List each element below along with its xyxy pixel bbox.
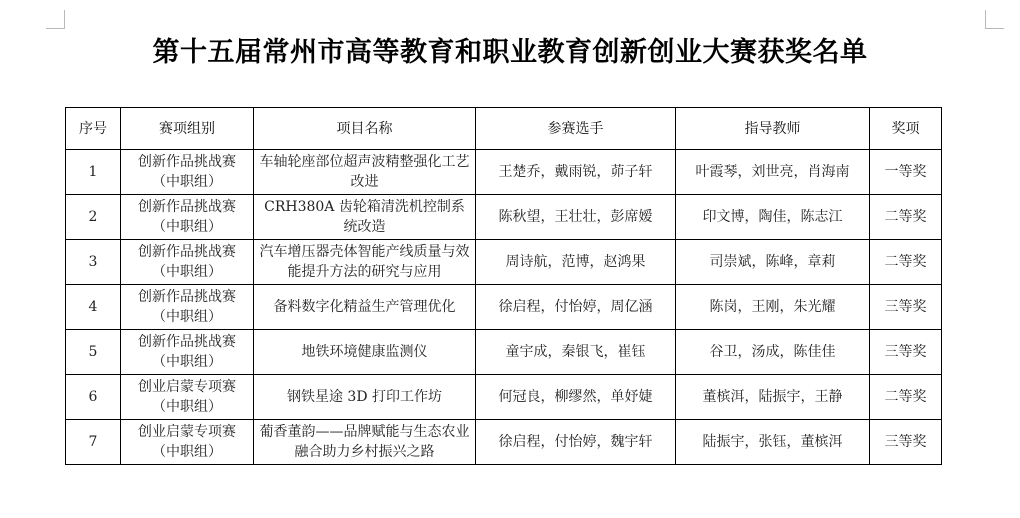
- header-teachers: 指导教师: [676, 108, 870, 150]
- cell-group: [121, 375, 254, 420]
- project-name: CRH380A 齿轮箱清洗机控制系统改造: [264, 199, 465, 235]
- cell-group: [121, 240, 254, 285]
- table-row: [66, 285, 942, 330]
- cell-teachers: 谷卫，汤成，陈佳佳: [676, 330, 870, 375]
- project-name: 车轴轮座部位超声波精整强化工艺改进: [259, 154, 470, 190]
- cell-students: 徐启程，付怡婷，周亿涵: [476, 285, 676, 330]
- cell-award: 二等奖: [870, 375, 942, 420]
- awards-table: [65, 107, 942, 465]
- group-name: 创新作品挑战赛: [138, 334, 236, 350]
- cell-no: 5: [66, 330, 121, 375]
- table-row: [66, 150, 942, 195]
- group-name: 创新作品挑战赛: [138, 199, 236, 215]
- group-name: 创新作品挑战赛: [138, 289, 236, 305]
- cell-award: 二等奖: [870, 195, 942, 240]
- cell-teachers: 司崇斌，陈峰，章莉: [676, 240, 870, 285]
- cell-no: 7: [66, 420, 121, 465]
- cell-award: 三等奖: [870, 420, 942, 465]
- cell-teachers: 陆振宇，张钰，董槟洱: [676, 420, 870, 465]
- header-no: 序号: [66, 108, 121, 150]
- group-level: （中职组）: [152, 174, 222, 190]
- cell-teachers: 印文博，陶佳，陈志江: [676, 195, 870, 240]
- cell-award: 二等奖: [870, 240, 942, 285]
- cell-award: 一等奖: [870, 150, 942, 195]
- cell-project: [254, 195, 476, 240]
- project-name: 汽车增压器壳体智能产线质量与效能提升方法的研究与应用: [259, 244, 470, 280]
- cell-project: [254, 285, 476, 330]
- cell-group: [121, 195, 254, 240]
- cell-award: 三等奖: [870, 285, 942, 330]
- table-row: [66, 330, 942, 375]
- table-header-row: [66, 108, 942, 150]
- cell-project: [254, 150, 476, 195]
- cell-project: [254, 375, 476, 420]
- cell-students: 徐启程，付怡婷，魏宇轩: [476, 420, 676, 465]
- header-project: 项目名称: [254, 108, 476, 150]
- group-level: （中职组）: [152, 399, 222, 415]
- cell-students: 何冠良，柳缪然，单妤婕: [476, 375, 676, 420]
- cell-no: 4: [66, 285, 121, 330]
- group-level: （中职组）: [152, 264, 222, 280]
- cell-teachers: 董槟洱，陆振宇，王静: [676, 375, 870, 420]
- group-level: （中职组）: [152, 309, 222, 325]
- table-row: [66, 240, 942, 285]
- group-name: 创业启蒙专项赛: [138, 424, 236, 440]
- project-name: 葡香董韵——品牌赋能与生态农业融合助力乡村振兴之路: [259, 424, 470, 460]
- cell-award: 三等奖: [870, 330, 942, 375]
- project-name: 备料数字化精益生产管理优化: [273, 299, 456, 315]
- cell-group: [121, 285, 254, 330]
- group-name: 创新作品挑战赛: [138, 244, 236, 260]
- page-corner-mark-left: [46, 10, 65, 29]
- document-title: 第十五届常州市高等教育和职业教育创新创业大赛获奖名单: [152, 37, 868, 68]
- group-name: 创新作品挑战赛: [138, 154, 236, 170]
- header-group: 赛项组别: [121, 108, 254, 150]
- cell-teachers: 陈岗，王刚，朱光耀: [676, 285, 870, 330]
- cell-project: [254, 420, 476, 465]
- page-corner-mark-right: [985, 10, 1004, 29]
- group-level: （中职组）: [152, 219, 222, 235]
- cell-group: [121, 150, 254, 195]
- project-name: 钢铁星途 3D 打印工作坊: [286, 389, 443, 405]
- cell-students: 陈秋望，王壮壮，彭席嫒: [476, 195, 676, 240]
- cell-students: 王楚乔，戴雨锐，茆子轩: [476, 150, 676, 195]
- cell-no: 1: [66, 150, 121, 195]
- cell-students: 周诗航，范博，赵鸿果: [476, 240, 676, 285]
- group-level: （中职组）: [152, 444, 222, 460]
- cell-no: 3: [66, 240, 121, 285]
- header-award: 奖项: [870, 108, 942, 150]
- cell-no: 6: [66, 375, 121, 420]
- table-row: [66, 195, 942, 240]
- cell-no: 2: [66, 195, 121, 240]
- cell-teachers: 叶霞琴，刘世亮，肖海南: [676, 150, 870, 195]
- project-name: 地铁环境健康监测仪: [301, 344, 428, 360]
- cell-students: 童宇成，秦银飞，崔钰: [476, 330, 676, 375]
- group-name: 创业启蒙专项赛: [138, 379, 236, 395]
- cell-group: [121, 330, 254, 375]
- cell-project: [254, 330, 476, 375]
- table-row: [66, 420, 942, 465]
- header-students: 参赛选手: [476, 108, 676, 150]
- table-row: [66, 375, 942, 420]
- cell-group: [121, 420, 254, 465]
- group-level: （中职组）: [152, 354, 222, 370]
- cell-project: [254, 240, 476, 285]
